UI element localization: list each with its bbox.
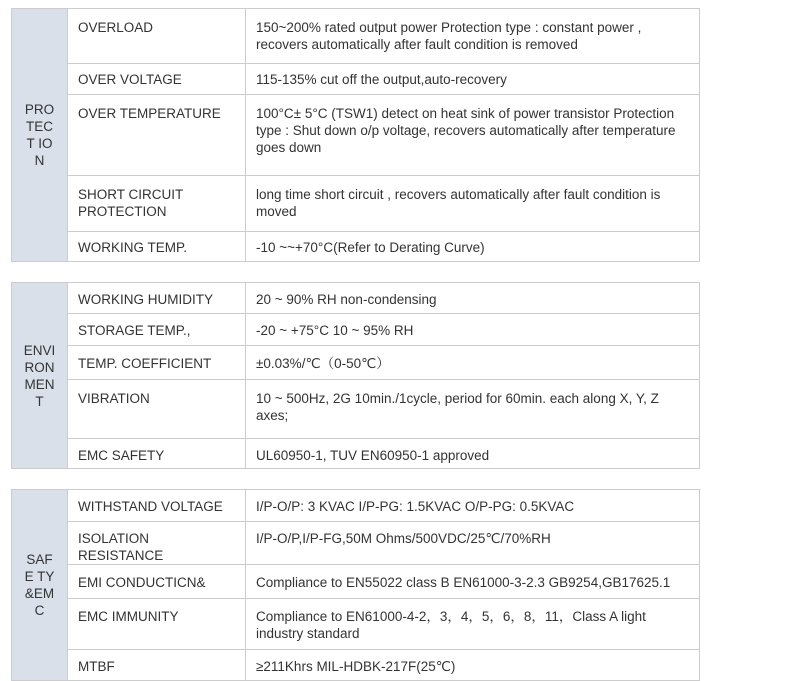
spec-value: -10 ~~+70°C(Refer to Derating Curve) <box>246 232 700 262</box>
category-cell-protection <box>12 9 68 262</box>
spec-value: 10 ~ 500Hz, 2G 10min./1cycle, period for 60min. each along X, Y, Z axes; <box>246 380 700 439</box>
spec-name: WORKING TEMP. <box>68 232 246 262</box>
spec-value: 20 ~ 90% RH non-condensing <box>246 283 700 314</box>
spec-name: MTBF <box>68 650 246 681</box>
spec-name: OVER TEMPERATURE <box>68 95 246 176</box>
table-row <box>12 380 700 439</box>
table-row <box>12 9 700 64</box>
spec-name: STORAGE TEMP., <box>68 314 246 346</box>
spec-name: WORKING HUMIDITY <box>68 283 246 314</box>
spec-name: EMC IMMUNITY <box>68 599 246 650</box>
spec-value: 150~200% rated output power Protection type : constant power , recovers automatically after fault condition is removed <box>246 9 700 64</box>
table-row <box>12 565 700 599</box>
table-row <box>12 95 700 176</box>
spec-value: ±0.03%/℃（0-50℃） <box>246 346 700 380</box>
spec-name: VIBRATION <box>68 380 246 439</box>
table-row <box>12 599 700 650</box>
spec-name: EMI CONDUCTICN& <box>68 565 246 599</box>
category-label: ENVI RON MEN T <box>23 342 56 409</box>
table-row <box>12 490 700 522</box>
spec-name: WITHSTAND VOLTAGE <box>68 490 246 522</box>
spec-name: OVER VOLTAGE <box>68 64 246 95</box>
table-row <box>12 314 700 346</box>
spec-value: I/P-O/P,I/P-FG,50M Ohms/500VDC/25℃/70%RH <box>246 522 700 565</box>
table-row <box>12 64 700 95</box>
table-row <box>12 650 700 681</box>
environment-spec-table <box>11 282 700 469</box>
protection-spec-table <box>11 8 700 262</box>
spec-value: Compliance to EN61000-4-2，3，4，5，6，8，11，Class A light industry standard <box>246 599 700 650</box>
table-row <box>12 232 700 262</box>
spec-value: 115-135% cut off the output,auto-recovery <box>246 64 700 95</box>
spec-value: UL60950-1, TUV EN60950-1 approved <box>246 439 700 469</box>
table-row <box>12 522 700 565</box>
spec-value: long time short circuit , recovers automatically after fault condition is moved <box>246 176 700 232</box>
category-label: PRO TECT ION <box>24 102 55 168</box>
spec-value: -20 ~ +75°C 10 ~ 95% RH <box>246 314 700 346</box>
spec-value: I/P-O/P: 3 KVAC I/P-PG: 1.5KVAC O/P-PG: 0.5KVAC <box>246 490 700 522</box>
spec-name: EMC SAFETY <box>68 439 246 469</box>
safety-emc-spec-table <box>11 489 700 681</box>
spec-name: TEMP. COEFFICIENT <box>68 346 246 380</box>
category-cell-safety-emc <box>12 490 68 681</box>
spec-name: OVERLOAD <box>68 9 246 64</box>
spec-name: SHORT CIRCUIT PROTECTION <box>68 176 246 232</box>
spec-value: 100°C± 5°C (TSW1) detect on heat sink of power transistor Protection type : Shut down o/p voltage, recovers automatically after temperature goes down <box>246 95 700 176</box>
category-cell-environment <box>12 283 68 469</box>
spec-value: ≥211Khrs MIL-HDBK-217F(25℃) <box>246 650 700 681</box>
table-row <box>12 439 700 469</box>
spec-name: ISOLATION RESISTANCE <box>68 522 246 565</box>
spec-value: Compliance to EN55022 class B EN61000-3-2.3 GB9254,GB17625.1 <box>246 565 700 599</box>
category-label: SAFE TY &EM C <box>24 552 55 618</box>
table-row <box>12 346 700 380</box>
table-row <box>12 283 700 314</box>
table-row <box>12 176 700 232</box>
